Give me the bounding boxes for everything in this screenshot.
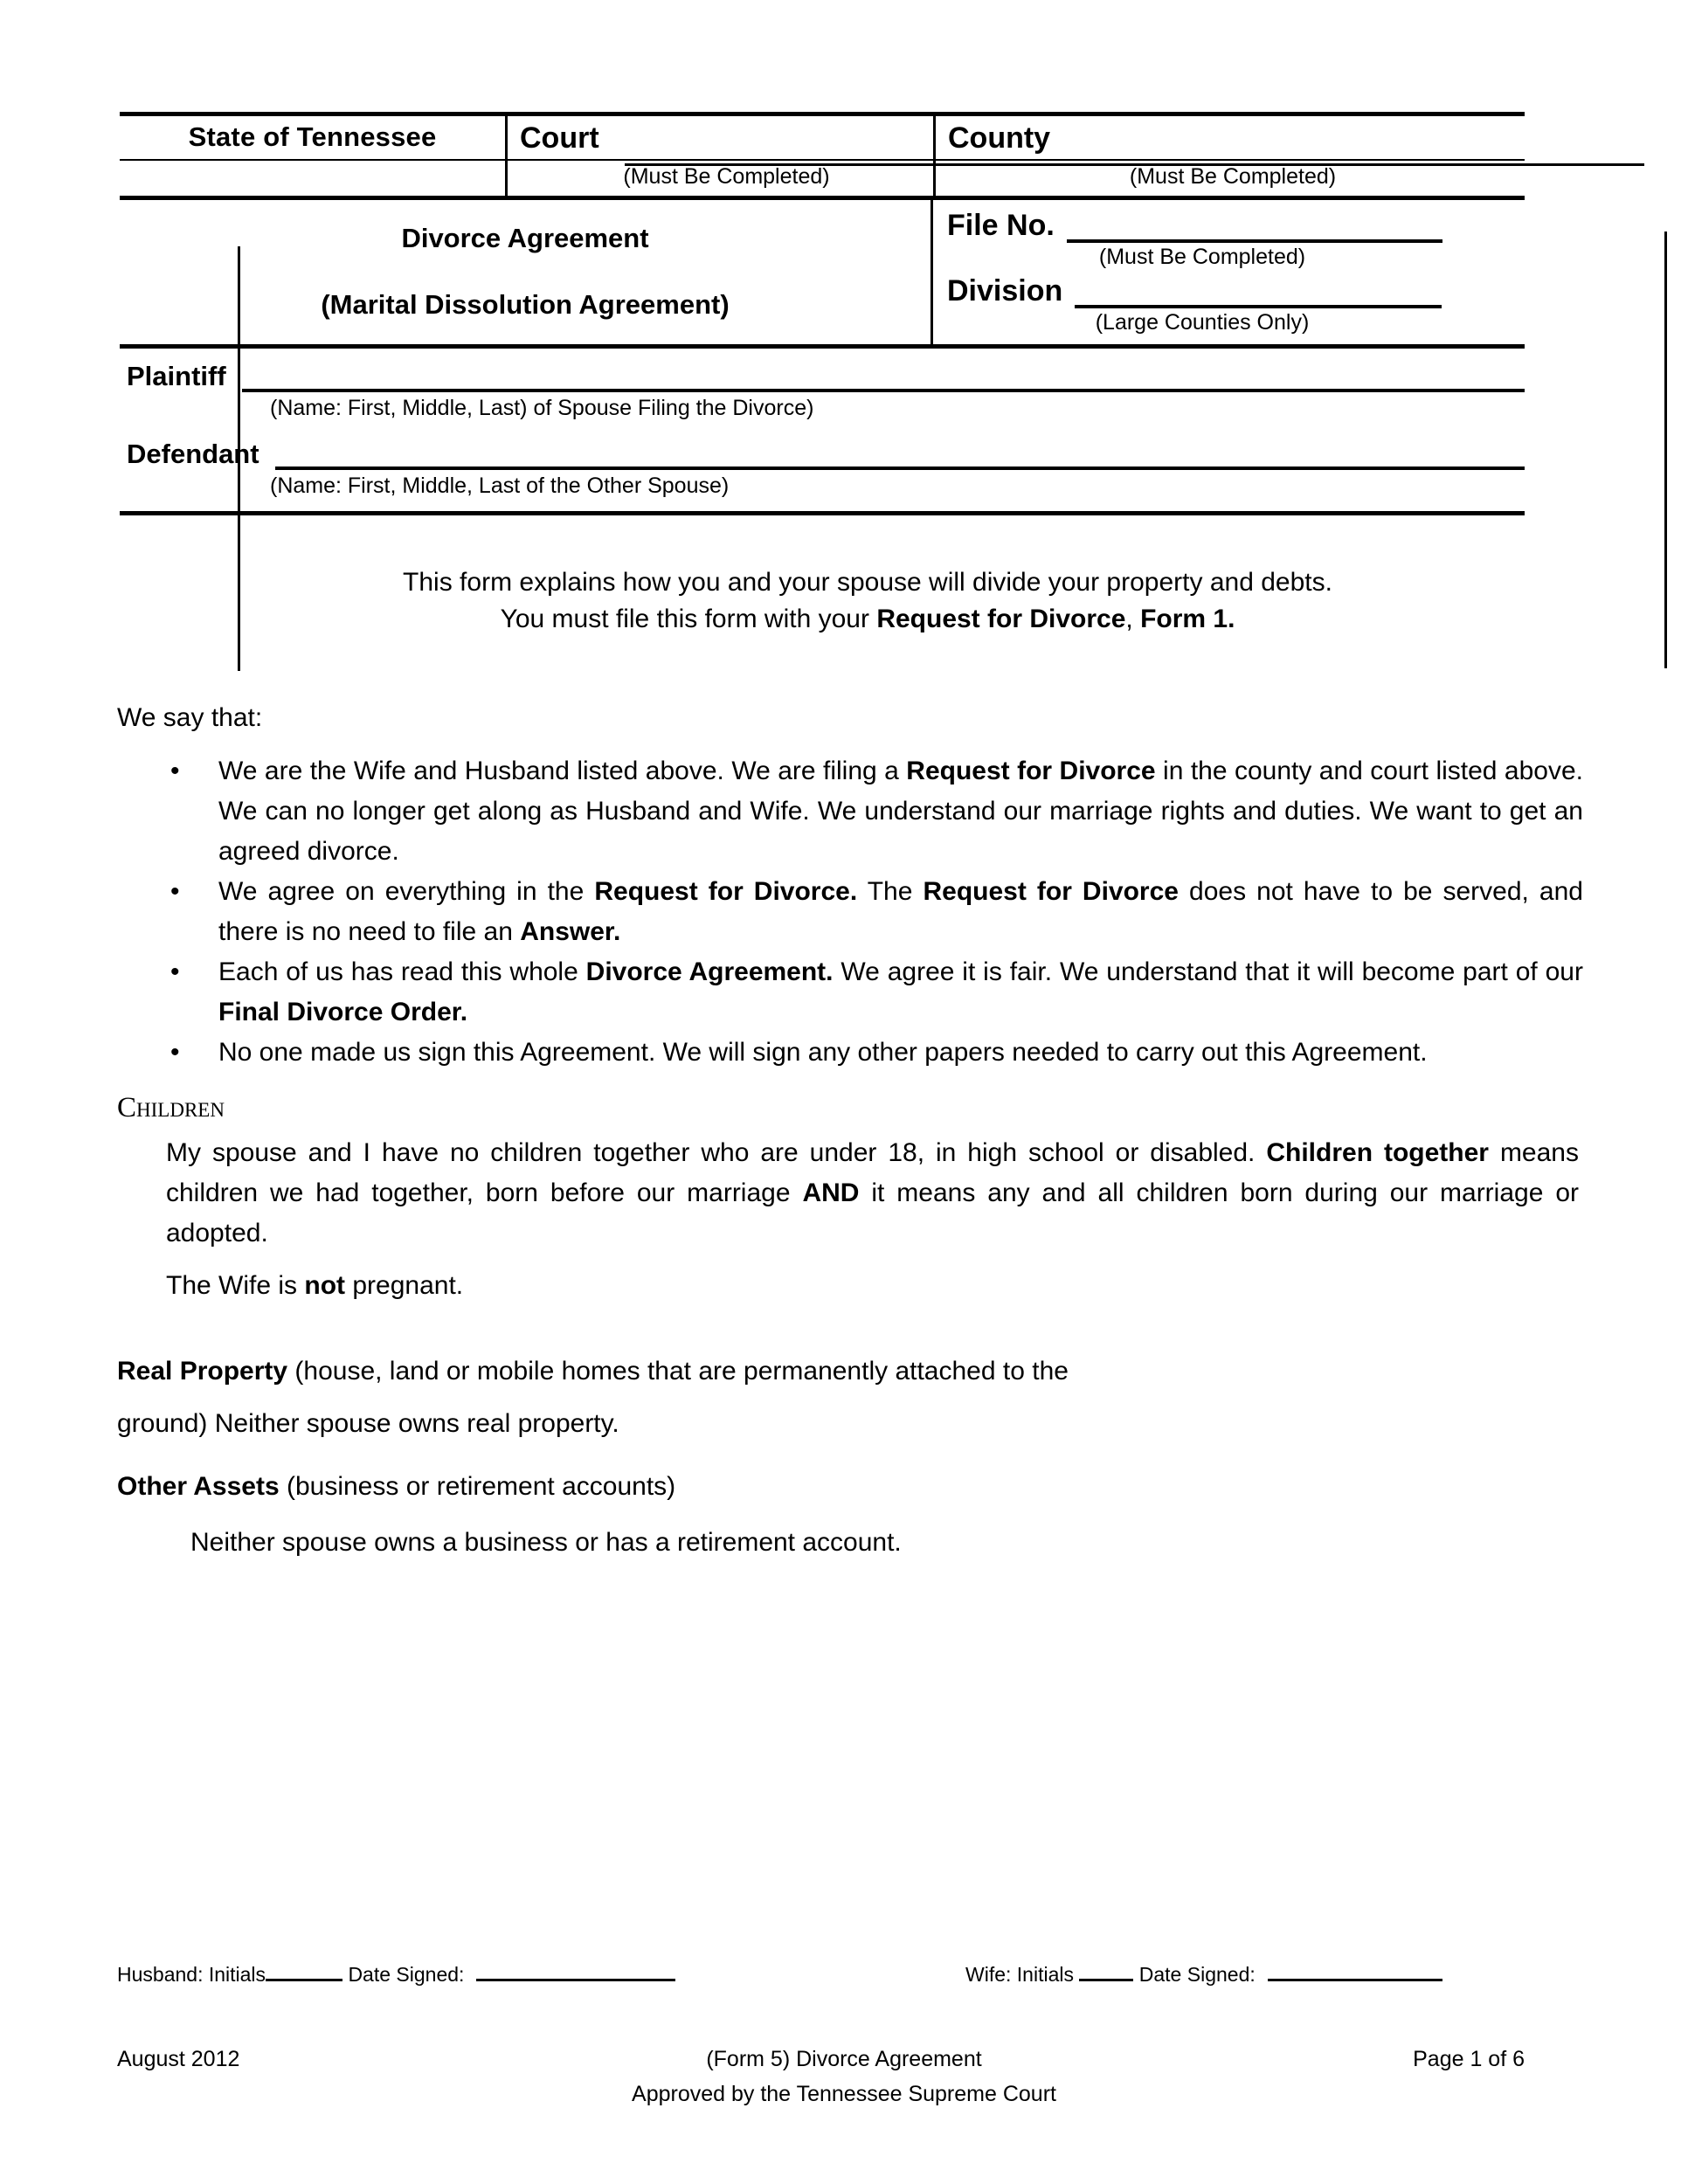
bullet-marker-icon: • — [170, 757, 180, 785]
explanation-request-for-divorce: Request for Divorce — [876, 605, 1126, 633]
text-run: We agree on everything in the — [218, 877, 595, 906]
division-row[interactable] — [947, 274, 1525, 308]
defendant-row[interactable] — [120, 439, 1525, 470]
wife-initials-label: Wife: Initials — [965, 1963, 1074, 1986]
form-title-alt: (Marital Dissolution Agreement) — [321, 289, 730, 320]
text-run: The Wife is — [166, 1271, 305, 1300]
cell-state — [120, 116, 505, 159]
form-title: Divorce Agreement — [401, 223, 649, 253]
husband-initials-label: Husband: Initials — [117, 1963, 266, 1986]
text-run: We are the Wife and Husband listed above. We are filing a — [218, 757, 907, 785]
caption-row-title-fileno — [120, 200, 1525, 344]
document-body — [0, 699, 1688, 1563]
text-run-bold: not — [304, 1271, 346, 1300]
bullet-marker-icon: • — [170, 957, 180, 986]
plaintiff-note: (Name: First, Middle, Last) of Spouse Filing the Divorce) — [270, 396, 814, 420]
wife-date-signed-field[interactable] — [1268, 1961, 1442, 1981]
cell-file-no-division — [930, 200, 1525, 344]
page-footer — [0, 1961, 1688, 2107]
wife-date-signed-label: Date Signed: — [1138, 1963, 1256, 1986]
state-label: State of Tennessee — [188, 121, 437, 152]
text-run-bold: Answer. — [520, 917, 621, 946]
cell-court[interactable] — [505, 116, 933, 159]
explanation-line-2-mid: , — [1125, 605, 1141, 633]
defendant-note: (Name: First, Middle, Last of the Other Spouse) — [270, 473, 730, 498]
text-run: Each of us has read this whole — [218, 957, 586, 986]
list-item — [0, 952, 1688, 1033]
explanation-line-2-pre: You must file this form with your — [500, 605, 877, 633]
children-paragraph — [166, 1133, 1579, 1254]
text-run-bold: Final Divorce Order. — [218, 998, 468, 1026]
other-assets-statement: Neither spouse owns a business or has a retirement account. — [190, 1528, 902, 1557]
husband-date-signed-field[interactable] — [476, 1961, 675, 1981]
text-run: pregnant. — [345, 1271, 464, 1300]
list-item-text — [218, 877, 1583, 946]
text-run: (house, land or mobile homes that are permanently attached to the — [287, 1357, 1069, 1386]
signature-initials-line — [0, 1961, 1688, 2001]
text-run-bold: Request for Divorce. — [594, 877, 858, 906]
file-no-row[interactable] — [947, 209, 1525, 243]
bullet-marker-icon: • — [170, 877, 180, 906]
text-run-bold: Other Assets — [117, 1472, 280, 1501]
husband-initials-field[interactable] — [266, 1961, 342, 1981]
file-no-note: (Must Be Completed) — [1098, 245, 1306, 269]
plaintiff-label: Plaintiff — [127, 361, 226, 391]
file-no-label: File No. — [947, 209, 1055, 242]
list-item-text — [218, 757, 1583, 866]
list-item-text — [218, 957, 1583, 1026]
caption-right-margin-line — [1664, 232, 1667, 668]
cell-court-note — [505, 161, 933, 196]
cell-county[interactable] — [933, 116, 1525, 159]
footer-date: August 2012 — [117, 2047, 240, 2071]
caption-inner-vertical-divider — [238, 246, 240, 671]
text-run-bold: Real Property — [117, 1357, 288, 1386]
text-run-bold: Request for Divorce — [923, 877, 1179, 906]
division-input-rule[interactable] — [1075, 279, 1442, 308]
footer-approval: Approved by the Tennessee Supreme Court — [632, 2082, 1056, 2106]
court-label: Court — [520, 121, 599, 155]
footer-form-name: (Form 5) Divorce Agreement — [706, 2047, 982, 2071]
county-label: County — [948, 121, 1051, 155]
section-heading-other-assets — [117, 1467, 1688, 1507]
plaintiff-input-rule[interactable] — [242, 361, 1525, 392]
court-note: (Must Be Completed) — [623, 164, 830, 189]
agreement-bullet-list — [0, 751, 1688, 1073]
text-run: in the county and court listed above. We can no longer get along as Husband and Wife. We understand our marriage rights and duties. We want to get an agreed divorce. — [218, 757, 1583, 866]
text-run-bold: Request for Divorce — [906, 757, 1156, 785]
husband-signature-block[interactable] — [117, 1961, 675, 1987]
wife-signature-block[interactable] — [965, 1961, 1442, 1987]
text-run: (business or retirement accounts) — [279, 1472, 676, 1501]
list-item — [0, 1033, 1688, 1073]
file-no-input-rule[interactable] — [1067, 213, 1442, 243]
text-run: does not have to be served, and there is no need to file an — [218, 877, 1583, 946]
text-run: The — [857, 877, 924, 906]
cell-county-note — [933, 161, 1525, 196]
bullet-marker-icon: • — [170, 1038, 180, 1067]
text-run-bold: Divorce Agreement. — [585, 957, 834, 986]
wife-initials-field[interactable] — [1079, 1961, 1133, 1981]
list-item-text: No one made us sign this Agreement. We will sign any other papers needed to carry out this Agreement. — [218, 1038, 1428, 1067]
text-run-bold: AND — [802, 1178, 860, 1207]
caption-row-state-court-county — [120, 116, 1525, 159]
cell-form-title — [120, 200, 930, 344]
husband-date-signed-label: Date Signed: — [348, 1963, 465, 1986]
text-run: We agree it is fair. We understand that it will become part of our — [833, 957, 1583, 986]
footer-page-number: Page 1 of 6 — [1413, 2047, 1525, 2071]
caption-row-must-be-completed — [120, 161, 1525, 196]
division-note: (Large Counties Only) — [1095, 310, 1310, 335]
parties-block — [120, 349, 1525, 499]
defendant-label: Defendant — [127, 439, 259, 469]
explanation-form-1: Form 1. — [1140, 605, 1235, 633]
footer-meta-row — [0, 2047, 1688, 2078]
text-run-bold: Children together — [1266, 1138, 1489, 1167]
text-run: My spouse and I have no children together who are under 18, in high school or disabled. — [166, 1138, 1267, 1167]
division-label: Division — [947, 274, 1063, 308]
case-caption-table — [120, 112, 1525, 664]
form-explanation — [120, 515, 1525, 664]
text-run: it means any and all children born during our marriage or adopted. — [166, 1178, 1579, 1248]
explanation-line-2 — [211, 601, 1525, 638]
defendant-input-rule[interactable] — [275, 439, 1525, 470]
text-run: means children we had together, born before our marriage — [166, 1138, 1579, 1207]
plaintiff-row[interactable] — [120, 361, 1525, 392]
list-item — [0, 872, 1688, 952]
explanation-line-1: This form explains how you and your spouse will divide your property and debts. — [403, 568, 1332, 597]
section-heading-real-property — [117, 1351, 1688, 1392]
we-say-that-intro: We say that: — [117, 703, 263, 732]
real-property-statement: ground) Neither spouse owns real property. — [117, 1409, 619, 1438]
cell-state-blank — [120, 161, 505, 196]
pregnancy-statement — [166, 1266, 1688, 1306]
list-item — [0, 751, 1688, 872]
county-note: (Must Be Completed) — [1129, 164, 1337, 189]
party-spacer — [120, 421, 1525, 439]
section-heading-children: Children — [117, 1092, 225, 1123]
